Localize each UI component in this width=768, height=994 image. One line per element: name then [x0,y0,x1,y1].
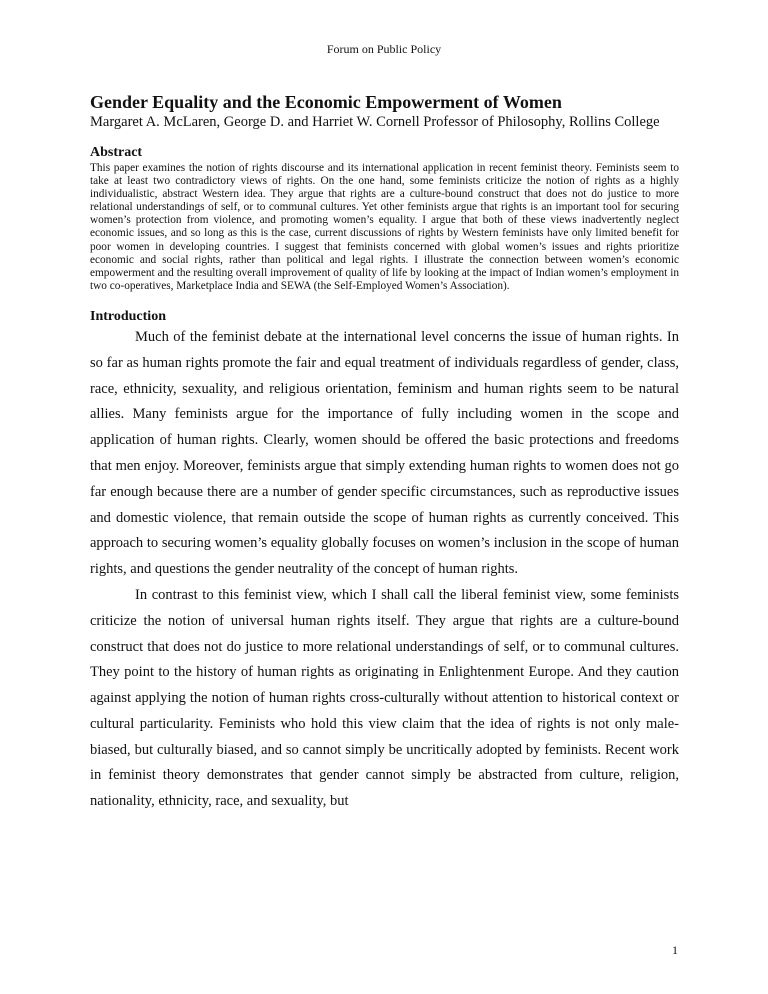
document-body [90,92,679,815]
introduction-heading: Introduction [90,308,166,324]
running-header: Forum on Public Policy [326,42,442,56]
abstract-heading: Abstract [90,145,143,160]
author-line: Margaret A. McLaren, George D. and Harriet W. Cornell Professor of Philosophy, Rollins College [90,114,660,130]
intro-paragraph-2: In contrast to this feminist view, which I shall call the liberal feminist view, some feminists criticize the notion of universal human rights itself. They argue that rights are a culture-bound construct that does not do justice to more relational understandings of self, or to communal cultures. They point to the history of human rights as originating in Enlightenment Europe. And they caution against applying the notion of human rights cross-culturally without attention to historical context or cultural particularity. Feminists who hold this view claim that the idea of rights is not only male-biased, but culturally biased, and so cannot simply be uncritically adopted by feminists. Recent work in feminist theory demonstrates that gender cannot simply be abstracted from culture, religion, nationality, ethnicity, race, and sexuality, but [90,586,679,810]
page-number: 1 [672,943,678,957]
abstract-text: This paper examines the notion of rights discourse and its international application in recent feminist theory. Feminists seem to take at least two contradictory views of rights. On the one hand, some feminists criticize the notion of rights as a highly individualistic, abstract Western idea. They argue that rights are a culture-bound construct that does not do justice to more relational understandings of self, or to communal cultures. Yet other feminists argue that rights is an important tool for securing women’s protection from violence, and promoting women’s equality. I argue that both of these views inadvertently neglect economic issues, and so long as this is the case, current discussions of rights by Western feminists have only limited benefit for poor women in developing countries. I suggest that feminists concerned with global women’s issues and rights prioritize economic and social rights, rather than political and legal rights. I illustrate the connection between women’s economic empowerment and the resulting overall improvement of quality of life by looking at the impact of Indian women’s employment in two co-operatives, Marketplace India and SEWA (the Self-Employed Women’s Association). [90,162,679,292]
paper-title: Gender Equality and the Economic Empowerment of Women [90,92,562,112]
intro-paragraph-1: Much of the feminist debate at the international level concerns the issue of human rights. In so far as human rights promote the fair and equal treatment of individuals regardless of gender, class, race, ethnicity, sexuality, and religious orientation, feminism and human rights seem to be natural allies. Many feminists argue for the importance of fully including women in the scope and application of human rights. Clearly, women should be offered the basic protections and freedoms that men enjoy. Moreover, feminists argue that simply extending human rights to women does not go far enough because there are a number of gender specific circumstances, such as reproductive issues and domestic violence, that remain outside the scope of human rights as currently conceived. This approach to securing women’s equality globally focuses on women’s inclusion in the scope of human rights, and questions the gender neutrality of the concept of human rights. [90,328,679,578]
